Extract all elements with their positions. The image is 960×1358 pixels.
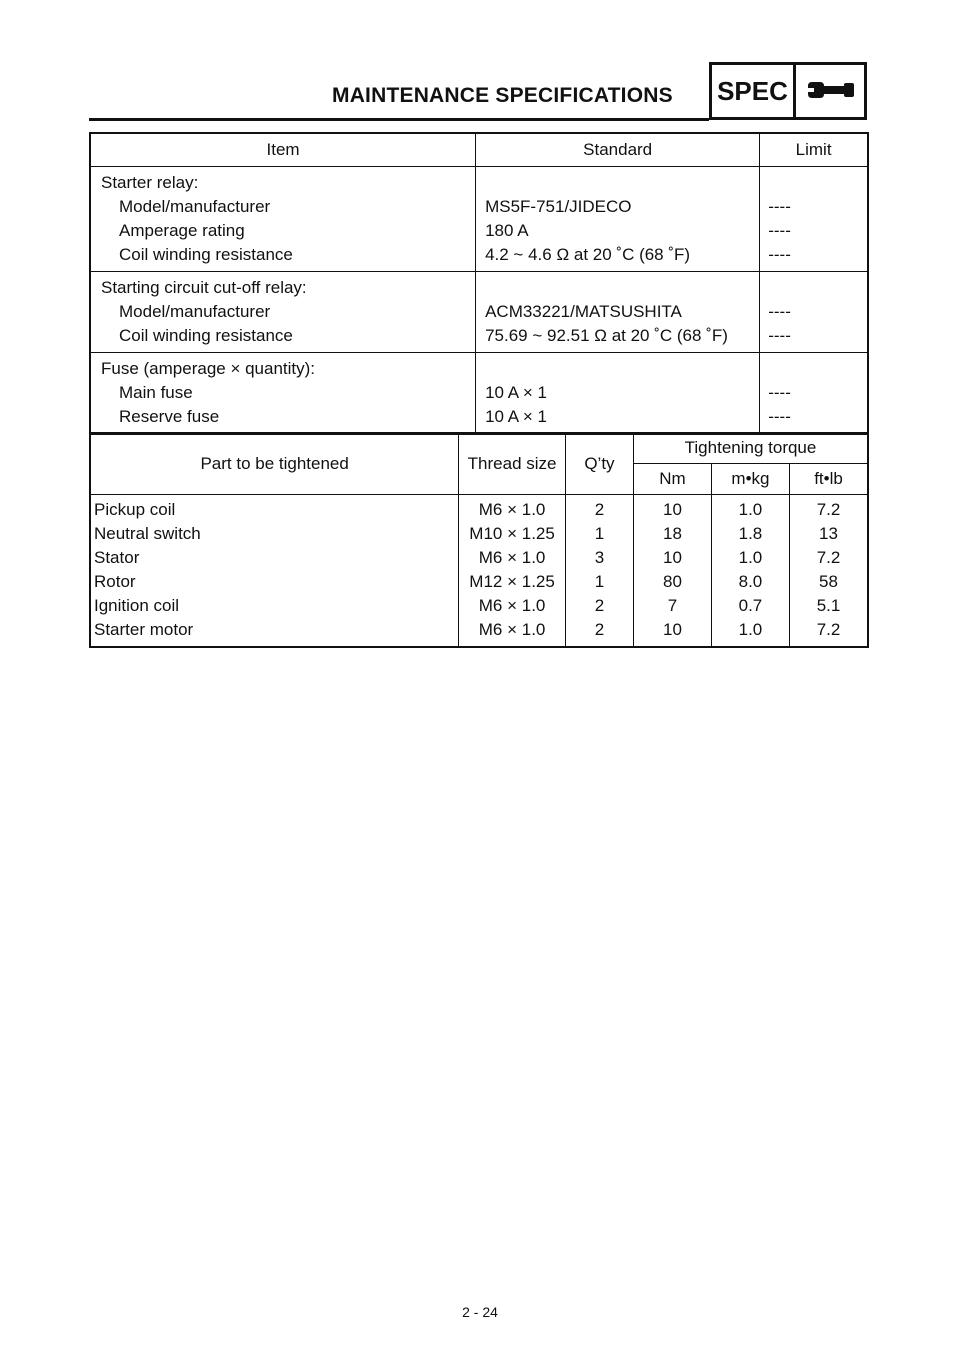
column-header-standard: Standard xyxy=(476,133,760,167)
column-header-qty: Q’ty xyxy=(565,433,633,494)
table-row xyxy=(90,618,868,647)
qty-cell: 2 xyxy=(565,618,633,647)
table-row xyxy=(90,522,868,546)
item-cell: Amperage rating xyxy=(90,219,476,243)
column-header-mkg: m•kg xyxy=(711,463,789,494)
spec-label: SPEC xyxy=(712,65,796,117)
part-cell: Neutral switch xyxy=(90,522,459,546)
column-header-ftlb: ft•lb xyxy=(790,463,868,494)
ftlb-cell: 7.2 xyxy=(816,547,841,567)
part-cell: Rotor xyxy=(90,570,459,594)
table-row xyxy=(90,219,868,243)
ftlb-cell: 7.2 xyxy=(816,499,841,519)
table-row xyxy=(90,272,868,301)
thread-cell: M6 × 1.0 xyxy=(459,594,566,618)
column-header-thread: Thread size xyxy=(459,433,566,494)
mkg-cell: 1.0 xyxy=(711,546,789,570)
group-heading: Starting circuit cut-off relay: xyxy=(90,272,476,301)
table-row xyxy=(90,494,868,522)
standard-cell: 4.2 ~ 4.6 Ω at 20 ˚C (68 ˚F) xyxy=(476,243,760,272)
column-header-item: Item xyxy=(90,133,476,167)
column-header-limit: Limit xyxy=(760,133,868,167)
standard-cell: MS5F-751/JIDECO xyxy=(476,195,760,219)
page-number: 2 - 24 xyxy=(462,1304,498,1320)
ftlb-cell: 58 xyxy=(819,571,838,591)
table-row xyxy=(90,353,868,382)
table-row xyxy=(90,405,868,434)
table-row xyxy=(90,546,868,570)
item-cell: Model/manufacturer xyxy=(90,300,476,324)
item-cell: Main fuse xyxy=(90,381,476,405)
column-header-nm: Nm xyxy=(634,463,712,494)
limit-cell: ---- xyxy=(768,407,791,426)
part-cell: Stator xyxy=(90,546,459,570)
wrench-icon xyxy=(808,77,856,103)
column-header-torque: Tightening torque xyxy=(634,433,868,463)
qty-cell: 1 xyxy=(565,522,633,546)
part-cell: Pickup coil xyxy=(90,494,459,522)
mkg-cell: 1.0 xyxy=(711,618,789,647)
mkg-cell: 1.8 xyxy=(711,522,789,546)
table-row xyxy=(90,381,868,405)
nm-cell: 80 xyxy=(634,570,712,594)
thread-cell: M10 × 1.25 xyxy=(459,522,566,546)
item-cell: Model/manufacturer xyxy=(90,195,476,219)
nm-cell: 10 xyxy=(634,494,712,522)
item-cell: Coil winding resistance xyxy=(90,324,476,353)
ftlb-cell: 5.1 xyxy=(816,595,841,615)
limit-cell: ---- xyxy=(768,302,791,321)
mkg-cell: 0.7 xyxy=(711,594,789,618)
nm-cell: 7 xyxy=(634,594,712,618)
part-cell: Starter motor xyxy=(90,618,459,647)
standard-cell: 75.69 ~ 92.51 Ω at 20 ˚C (68 ˚F) xyxy=(476,324,760,353)
header-rule xyxy=(89,118,709,121)
table-row xyxy=(90,243,868,272)
limit-cell: ---- xyxy=(768,221,791,240)
limit-cell: ---- xyxy=(768,383,791,402)
group-heading: Fuse (amperage × quantity): xyxy=(90,353,476,382)
table-row xyxy=(90,570,868,594)
qty-cell: 3 xyxy=(565,546,633,570)
group-heading: Starter relay: xyxy=(90,167,476,196)
mkg-cell: 8.0 xyxy=(711,570,789,594)
tightening-torque-table xyxy=(89,432,869,648)
nm-cell: 18 xyxy=(634,522,712,546)
part-cell: Ignition coil xyxy=(90,594,459,618)
table-row xyxy=(90,167,868,196)
standard-cell: 10 A × 1 xyxy=(476,381,760,405)
table-row xyxy=(90,300,868,324)
thread-cell: M12 × 1.25 xyxy=(459,570,566,594)
page-title: MAINTENANCE SPECIFICATIONS xyxy=(332,84,673,107)
thread-cell: M6 × 1.0 xyxy=(459,618,566,647)
thread-cell: M6 × 1.0 xyxy=(459,546,566,570)
limit-cell: ---- xyxy=(760,324,868,353)
spec-badge xyxy=(709,62,867,120)
nm-cell: 10 xyxy=(634,618,712,647)
limit-cell: ---- xyxy=(760,243,868,272)
thread-cell: M6 × 1.0 xyxy=(459,494,566,522)
column-header-part: Part to be tightened xyxy=(90,433,459,494)
electrical-specs-table xyxy=(89,132,869,435)
standard-cell: ACM33221/MATSUSHITA xyxy=(476,300,760,324)
ftlb-cell: 7.2 xyxy=(816,619,841,639)
table-row xyxy=(90,594,868,618)
standard-cell: 10 A × 1 xyxy=(476,405,760,434)
qty-cell: 1 xyxy=(565,570,633,594)
standard-cell: 180 A xyxy=(476,219,760,243)
table-row xyxy=(90,195,868,219)
mkg-cell: 1.0 xyxy=(711,494,789,522)
limit-cell: ---- xyxy=(768,197,791,216)
table-row xyxy=(90,324,868,353)
qty-cell: 2 xyxy=(565,594,633,618)
nm-cell: 10 xyxy=(634,546,712,570)
qty-cell: 2 xyxy=(565,494,633,522)
item-cell: Coil winding resistance xyxy=(90,243,476,272)
ftlb-cell: 13 xyxy=(819,523,838,543)
item-cell: Reserve fuse xyxy=(90,405,476,434)
